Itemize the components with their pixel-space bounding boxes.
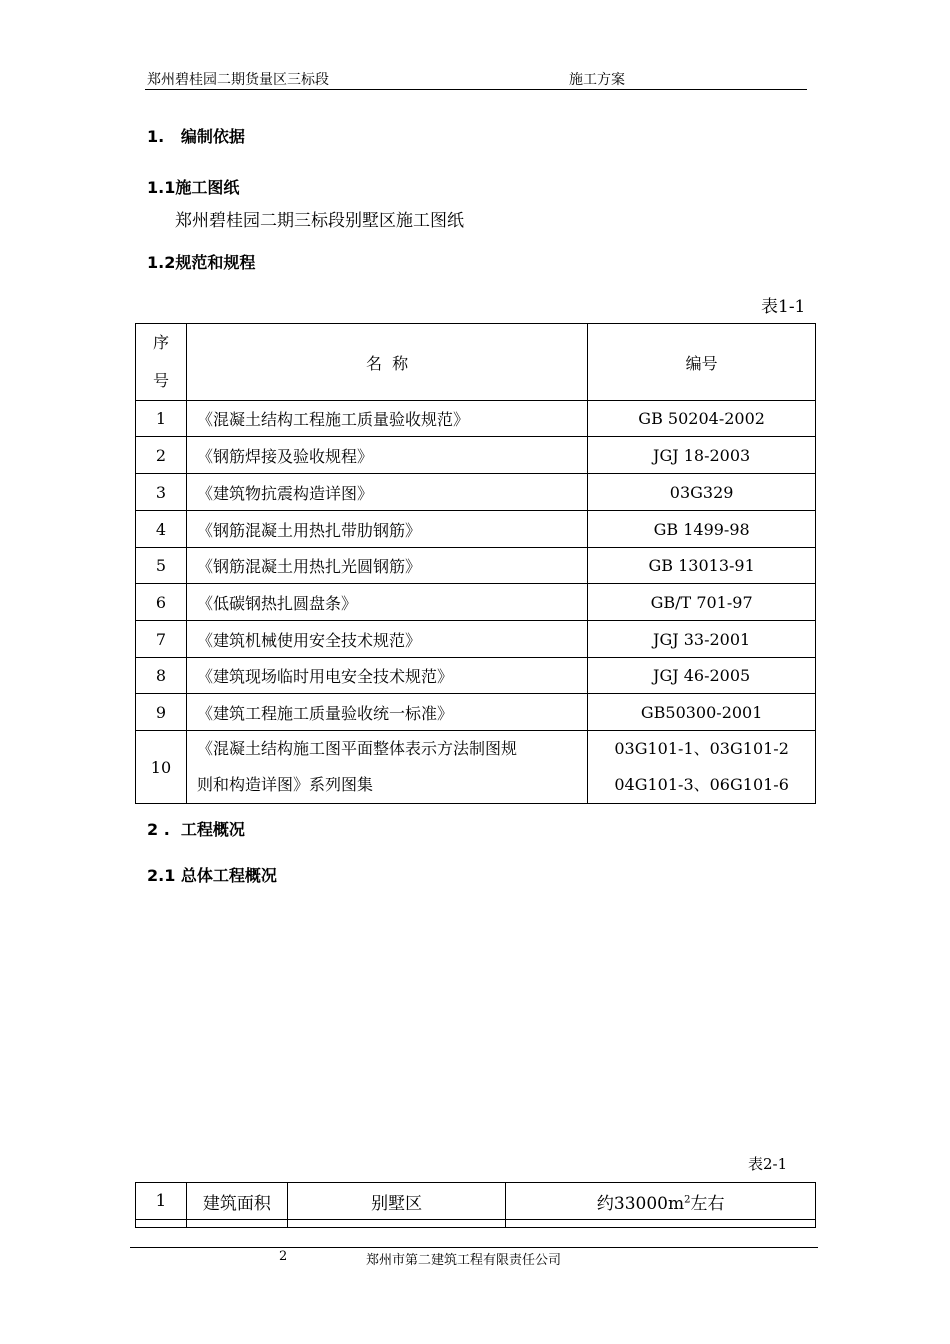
row-name: 《建筑工程施工质量验收统一标准》: [186, 694, 587, 731]
section-1-2-heading: 1.2规范和规程: [147, 253, 256, 272]
row-name: 《低碳钢热扎圆盘条》: [186, 584, 587, 621]
row-name: 《建筑现场临时用电安全技术规范》: [186, 658, 587, 694]
table-row: [136, 1183, 816, 1220]
table-row: [136, 401, 816, 437]
project-overview-table: [135, 1182, 816, 1228]
row-value: [506, 1183, 816, 1220]
row-no: 3: [136, 474, 187, 511]
row-code: 03G329: [588, 474, 816, 511]
header-seq: [136, 324, 187, 401]
value-prefix: 约33000m: [596, 1193, 685, 1214]
empty-cell: [136, 1220, 187, 1228]
table-row: [136, 474, 816, 511]
row-code-line2: 04G101-3、06G101-6: [614, 775, 789, 794]
footer-rule: [130, 1247, 818, 1248]
section-2-1-heading: 2.1 总体工程概况: [147, 866, 277, 885]
page-number: 2: [279, 1249, 288, 1264]
row-name: 《混凝土结构工程施工质量验收规范》: [186, 401, 587, 437]
footer-company: 郑州市第二建筑工程有限责任公司: [366, 1253, 562, 1268]
row-name-line1: 《混凝土结构施工图平面整体表示方法制图规: [196, 739, 517, 758]
row-no: 4: [136, 511, 187, 548]
table1-label: 表1-1: [761, 297, 806, 317]
value-sup: 2: [684, 1193, 691, 1205]
row-name: 《钢筋焊接及验收规程》: [186, 437, 587, 474]
header-code: 编号: [588, 324, 816, 401]
table-row: [136, 584, 816, 621]
row-code: JGJ 18-2003: [588, 437, 816, 474]
row-code: [588, 731, 816, 804]
table-row: [136, 658, 816, 694]
header-left: 郑州碧桂园二期货量区三标段: [147, 72, 329, 88]
row-no: 7: [136, 621, 187, 658]
value-suffix: 左右: [690, 1193, 725, 1214]
section-1-1-text: 郑州碧桂园二期三标段别墅区施工图纸: [175, 211, 464, 231]
row-code: GB 13013-91: [588, 548, 816, 584]
table-row: [136, 511, 816, 548]
row-no: 1: [136, 401, 187, 437]
header-seq-top: 序: [152, 333, 169, 352]
row-name: 《建筑机械使用安全技术规范》: [186, 621, 587, 658]
row-code: JGJ 46-2005: [588, 658, 816, 694]
header-rule: [145, 89, 807, 90]
row-no: 10: [136, 731, 187, 804]
row-area: 别墅区: [287, 1183, 506, 1220]
header-right: 施工方案: [569, 72, 625, 88]
row-no: 9: [136, 694, 187, 731]
row-no: 6: [136, 584, 187, 621]
table-row: [136, 1220, 816, 1228]
section-2-heading: 2 . 工程概况: [147, 820, 245, 839]
header-name: 名 称: [186, 324, 587, 401]
row-no: 8: [136, 658, 187, 694]
row-item: 建筑面积: [186, 1183, 287, 1220]
header-seq-bottom: 号: [152, 371, 169, 390]
row-code: GB 1499-98: [588, 511, 816, 548]
table-row: [136, 437, 816, 474]
table-row: [136, 621, 816, 658]
table-row: [136, 694, 816, 731]
row-code: GB50300-2001: [588, 694, 816, 731]
row-name: [186, 731, 587, 804]
row-code-line1: 03G101-1、03G101-2: [614, 739, 789, 758]
row-code: GB/T 701-97: [588, 584, 816, 621]
table-header-row: [136, 324, 816, 401]
table2-label: 表2-1: [748, 1155, 788, 1173]
section-1-heading: 1. 编制依据: [147, 127, 245, 146]
row-name: 《钢筋混凝土用热扎光圆钢筋》: [186, 548, 587, 584]
empty-cell: [506, 1220, 816, 1228]
row-name: 《建筑物抗震构造详图》: [186, 474, 587, 511]
empty-cell: [287, 1220, 506, 1228]
row-name: 《钢筋混凝土用热扎带肋钢筋》: [186, 511, 587, 548]
row-no: 5: [136, 548, 187, 584]
row-code: GB 50204-2002: [588, 401, 816, 437]
row-code: JGJ 33-2001: [588, 621, 816, 658]
row-no: 1: [136, 1183, 187, 1220]
table-row: [136, 731, 816, 804]
section-1-1-heading: 1.1施工图纸: [147, 178, 240, 197]
table-row: [136, 548, 816, 584]
empty-cell: [186, 1220, 287, 1228]
row-no: 2: [136, 437, 187, 474]
standards-table: [135, 323, 816, 804]
row-name-line2: 则和构造详图》系列图集: [196, 775, 373, 794]
